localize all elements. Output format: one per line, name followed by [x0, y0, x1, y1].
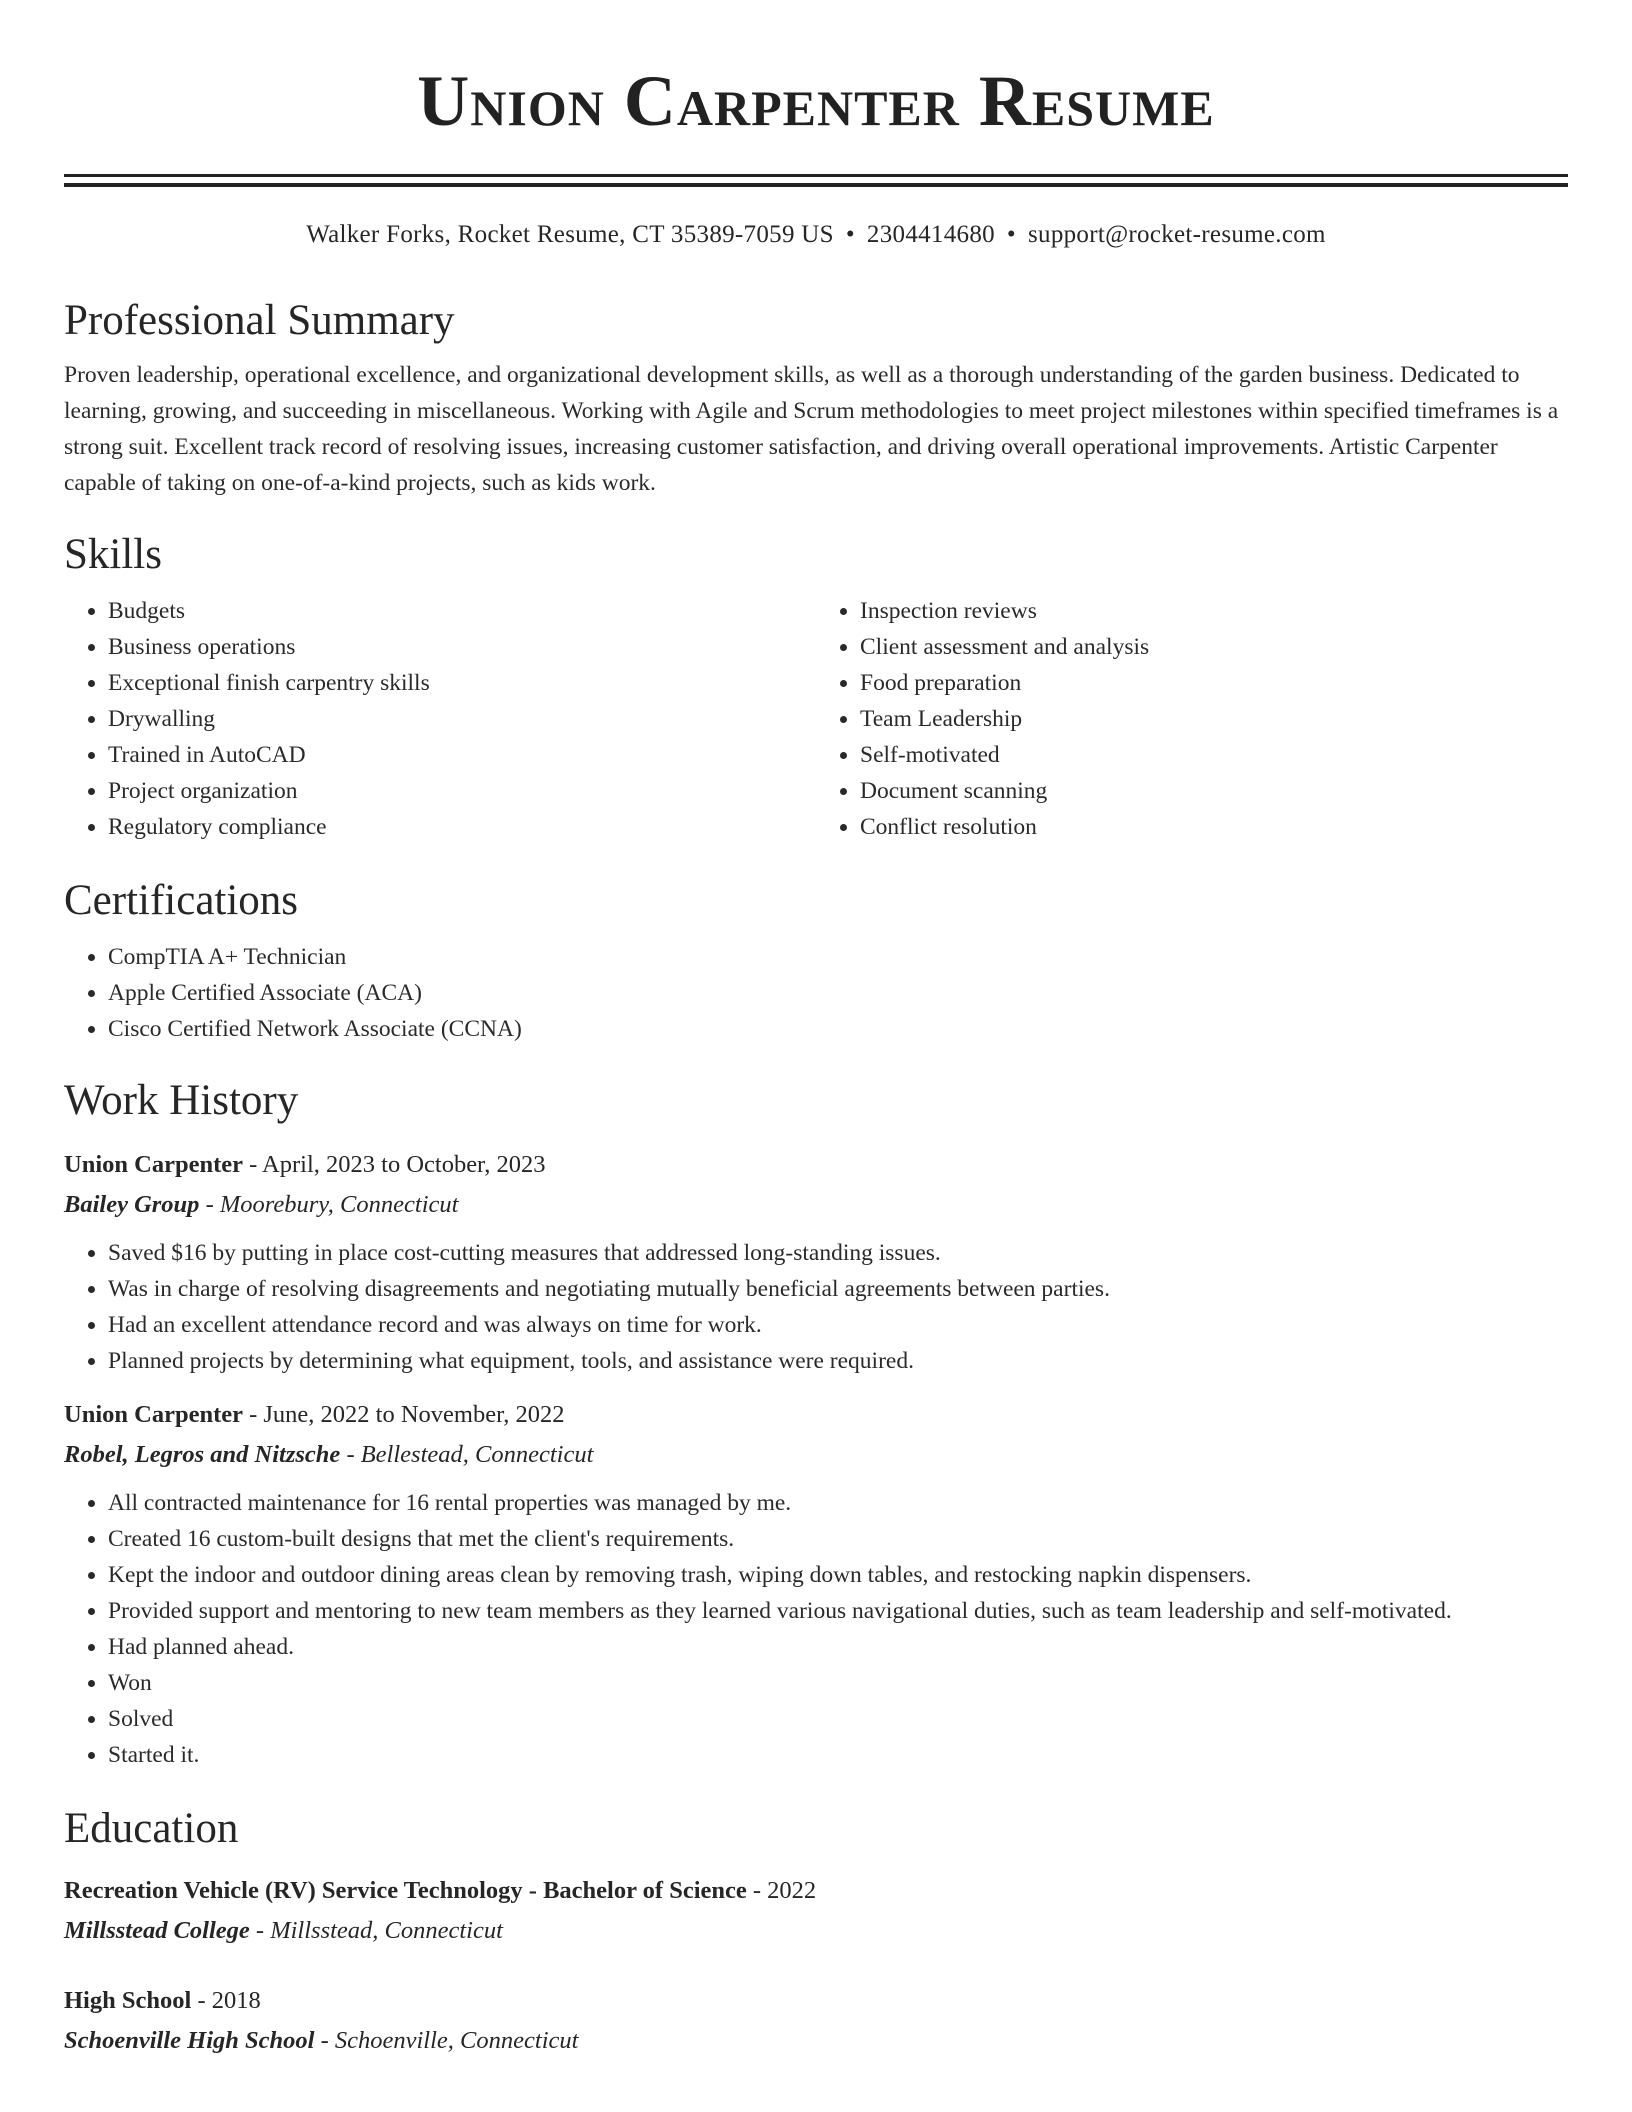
skill-item: • Project organization [108, 773, 816, 809]
job-bullet: • Planned projects by determining what equipment, tools, and assistance were required. [108, 1343, 1568, 1379]
job-company: Bailey Group [64, 1191, 200, 1218]
contact-phone: 2304414680 [866, 221, 995, 248]
skills-heading: Skills [64, 531, 162, 578]
job-company: Robel, Legros and Nitzsche [64, 1441, 341, 1468]
education-school: Schoenville High School [64, 2027, 315, 2054]
skill-item: • Business operations [108, 629, 816, 665]
skill-item: • Document scanning [860, 773, 1568, 809]
education-location: - Schoenville, Connecticut [314, 2027, 579, 2054]
certification-item: • CompTIA A+ Technician [108, 939, 1568, 975]
contact-separator: • [845, 221, 855, 248]
job-bullet: • Solved [108, 1701, 1568, 1737]
job-bullet: • Started it. [108, 1737, 1568, 1773]
education-degree: High School [64, 1987, 192, 2014]
education-year: - 2022 [746, 1877, 817, 1904]
skills-columns [64, 593, 1568, 845]
resume-title: Union Carpenter Resume [417, 61, 1215, 141]
skill-item: • Team Leadership [860, 701, 1568, 737]
education-entry [64, 1871, 1568, 1951]
skill-item: • Food preparation [860, 665, 1568, 701]
title-rule-top [64, 174, 1568, 177]
job-dates: - April, 2023 to October, 2023 [242, 1151, 546, 1178]
job-bullet: • Kept the indoor and outdoor dining areas clean by removing trash, wiping down tables, and restocking napkin dispensers. [108, 1557, 1568, 1593]
job-bullet: • All contracted maintenance for 16 rental properties was managed by me. [108, 1485, 1568, 1521]
resume-page [64, 0, 1568, 2061]
certification-item: • Cisco Certified Network Associate (CCNA) [108, 1011, 1568, 1047]
skill-item: • Trained in AutoCAD [108, 737, 816, 773]
title-rule-bottom [64, 183, 1568, 187]
job-title: Union Carpenter [64, 1151, 243, 1178]
job-bullets [64, 1235, 1568, 1379]
job-bullet: • Won [108, 1665, 1568, 1701]
job-employer-line [64, 1435, 1568, 1475]
education-heading: Education [64, 1805, 239, 1852]
education-school-line [64, 1911, 1568, 1951]
job-entry [64, 1395, 1568, 1773]
certifications-list [64, 939, 1568, 1047]
job-bullet: • Had planned ahead. [108, 1629, 1568, 1665]
job-bullet: • Saved $16 by putting in place cost-cutting measures that addressed long-standing issues. [108, 1235, 1568, 1271]
education-school: Millsstead College [64, 1917, 250, 1944]
education-header [64, 1981, 1568, 2021]
job-header [64, 1145, 1568, 1185]
job-location: - Moorebury, Connecticut [199, 1191, 459, 1218]
skill-item: • Inspection reviews [860, 593, 1568, 629]
education-entry [64, 1981, 1568, 2061]
job-dates: - June, 2022 to November, 2022 [242, 1401, 565, 1428]
job-employer-line [64, 1185, 1568, 1225]
contact-separator: • [1006, 221, 1016, 248]
skill-item: • Regulatory compliance [108, 809, 816, 845]
skills-list-left [64, 593, 816, 845]
education-location: - Millsstead, Connecticut [249, 1917, 503, 1944]
job-bullet: • Created 16 custom-built designs that met the client's requirements. [108, 1521, 1568, 1557]
summary-heading: Professional Summary [64, 297, 455, 344]
job-bullet: • Provided support and mentoring to new team members as they learned various navigational duties, such as team leadership and self-motivated. [108, 1593, 1568, 1629]
skill-item: • Self-motivated [860, 737, 1568, 773]
contact-address: Walker Forks, Rocket Resume, CT 35389-7059 US [306, 221, 834, 248]
education-year: - 2018 [191, 1987, 261, 2014]
skill-item: • Drywalling [108, 701, 816, 737]
job-bullet: • Had an excellent attendance record and was always on time for work. [108, 1307, 1568, 1343]
education-degree: Recreation Vehicle (RV) Service Technology - Bachelor of Science [64, 1877, 747, 1904]
job-header [64, 1395, 1568, 1435]
work-history-heading: Work History [64, 1077, 299, 1124]
job-location: - Bellestead, Connecticut [340, 1441, 594, 1468]
job-entry [64, 1145, 1568, 1379]
skill-item: • Exceptional finish carpentry skills [108, 665, 816, 701]
job-bullets [64, 1485, 1568, 1773]
skill-item: • Client assessment and analysis [860, 629, 1568, 665]
education-school-line [64, 2021, 1568, 2061]
contact-email[interactable]: support@rocket-resume.com [1027, 221, 1326, 248]
skill-item: • Conflict resolution [860, 809, 1568, 845]
education-header [64, 1871, 1568, 1911]
certifications-heading: Certifications [64, 877, 299, 924]
certification-item: • Apple Certified Associate (ACA) [108, 975, 1568, 1011]
contact-line [64, 217, 1568, 253]
job-title: Union Carpenter [64, 1401, 243, 1428]
skill-item: • Budgets [108, 593, 816, 629]
summary-text: Proven leadership, operational excellence, and organizational development skills, as well as a thorough understanding of the garden business. Dedicated to learning, growing, and succeeding in miscellaneous. Working with Agile and Scrum methodologies to meet project milestones within specified timeframes is a strong suit. Excellent track record of resolving issues, increasing customer satisfaction, and driving overall operational improvements. Artistic Carpenter capable of taking on one-of-a-kind projects, such as kids work. [64, 362, 1559, 496]
job-bullet: • Was in charge of resolving disagreements and negotiating mutually beneficial agreements between parties. [108, 1271, 1568, 1307]
skills-list-right [816, 593, 1568, 845]
